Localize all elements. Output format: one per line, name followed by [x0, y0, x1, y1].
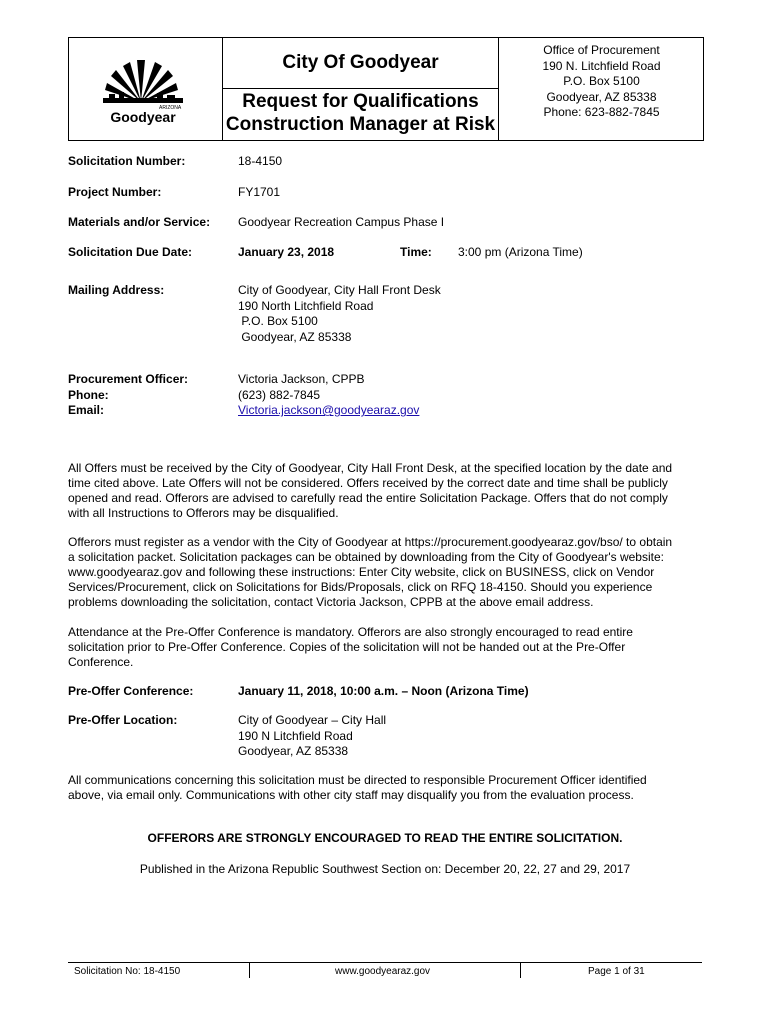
field-label: Solicitation Number:	[68, 154, 186, 168]
field-label: Pre-Offer Location:	[68, 713, 178, 727]
field-label: Project Number:	[68, 185, 162, 199]
goodyear-logo	[97, 52, 193, 126]
logo-state-text: ARIZONA	[159, 105, 182, 111]
divider	[249, 962, 250, 978]
officer-labels: Procurement Officer: Phone: Email:	[68, 372, 189, 417]
footer	[68, 962, 702, 982]
field-label: Materials and/or Service:	[68, 215, 211, 229]
mailing-address: City of Goodyear, City Hall Front Desk 190 North Litchfield Road P.O. Box 5100 Goodyear, AZ 85338	[238, 283, 441, 344]
divider	[68, 962, 702, 963]
footer-website: www.goodyearaz.gov	[335, 966, 431, 977]
notice-heading: OFFERORS ARE STRONGLY ENCOURAGED TO READ THE ENTIRE SOLICITATION.	[147, 831, 623, 845]
paragraph-offers: All Offers must be received by the City of Goodyear, City Hall Front Desk, at the specified location by the date and time cited above. Late Offers will not be considered. Offers received by the correct date and time shall be publicly opened and read. Offerors are advised to carefully read the entire Solicitation Package. Offers that do not comply with all Instructions to Offerors may be disqualified.	[68, 461, 673, 520]
document-title: Request for Qualifications Construction Manager at Risk	[225, 91, 496, 135]
logo-text: Goodyear	[110, 109, 176, 125]
paragraph-register: Offerors must register as a vendor with the City of Goodyear at https://procurement.goodyearaz.gov/bso/ to obtain a solicitation packet. Solicitation packages can be obtained by downloading from the City of Goodyear's website: www.goodyearaz.gov and following these instructions: Enter City website, click on BUSINESS, click on Vendor Services/Procurement, click on Solicitations for Bids/Proposals, click on RFQ 18-4150. Should you experience problems downloading the solicitation, contact Victoria Jackson, CPPB at the above email address.	[68, 535, 673, 609]
time-label: Time:	[400, 245, 432, 259]
field-value: FY1701	[238, 185, 281, 199]
footer-page-number: Page 1 of 31	[588, 966, 645, 977]
field-label: Solicitation Due Date:	[68, 245, 193, 259]
pre-offer-location: City of Goodyear – City Hall 190 N Litchfield Road Goodyear, AZ 85338	[238, 713, 387, 758]
city-title: City Of Goodyear	[282, 52, 439, 73]
divider	[520, 962, 521, 978]
published-note: Published in the Arizona Republic Southwest Section on: December 20, 22, 27 and 29, 2017	[139, 862, 631, 876]
field-value: Goodyear Recreation Campus Phase I	[238, 215, 445, 229]
paragraph-attendance: Attendance at the Pre-Offer Conference is mandatory. Offerors are also strongly encouraged to read entire solicitation prior to Pre-Offer Conference. Copies of the solicitation will not be handed out at the Pre-Offer Conference.	[68, 625, 633, 669]
office-address: Office of Procurement 190 N. Litchfield Road P.O. Box 5100 Goodyear, AZ 85338 Phone: 623-882-7845	[542, 43, 661, 119]
divider	[222, 88, 498, 89]
time-value: 3:00 pm (Arizona Time)	[458, 245, 583, 259]
header-box	[68, 37, 704, 141]
field-label: Pre-Offer Conference:	[68, 684, 194, 698]
field-value: 18-4150	[238, 154, 283, 168]
footer-solicitation: Solicitation No: 18-4150	[74, 966, 181, 977]
due-date-value: January 23, 2018	[238, 245, 335, 259]
paragraph-communications: All communications concerning this solicitation must be directed to responsible Procurement Officer identified above, via email only. Communications with other city staff may disqualify you from the evaluation process.	[68, 773, 647, 802]
field-label: Mailing Address:	[68, 283, 165, 297]
officer-values: Victoria Jackson, CPPB (623) 882-7845 Victoria.jackson@goodyearaz.gov	[238, 372, 420, 417]
field-value: January 11, 2018, 10:00 a.m. – Noon (Arizona Time)	[238, 684, 529, 698]
email-link[interactable]: Victoria.jackson@goodyearaz.gov	[238, 403, 420, 417]
